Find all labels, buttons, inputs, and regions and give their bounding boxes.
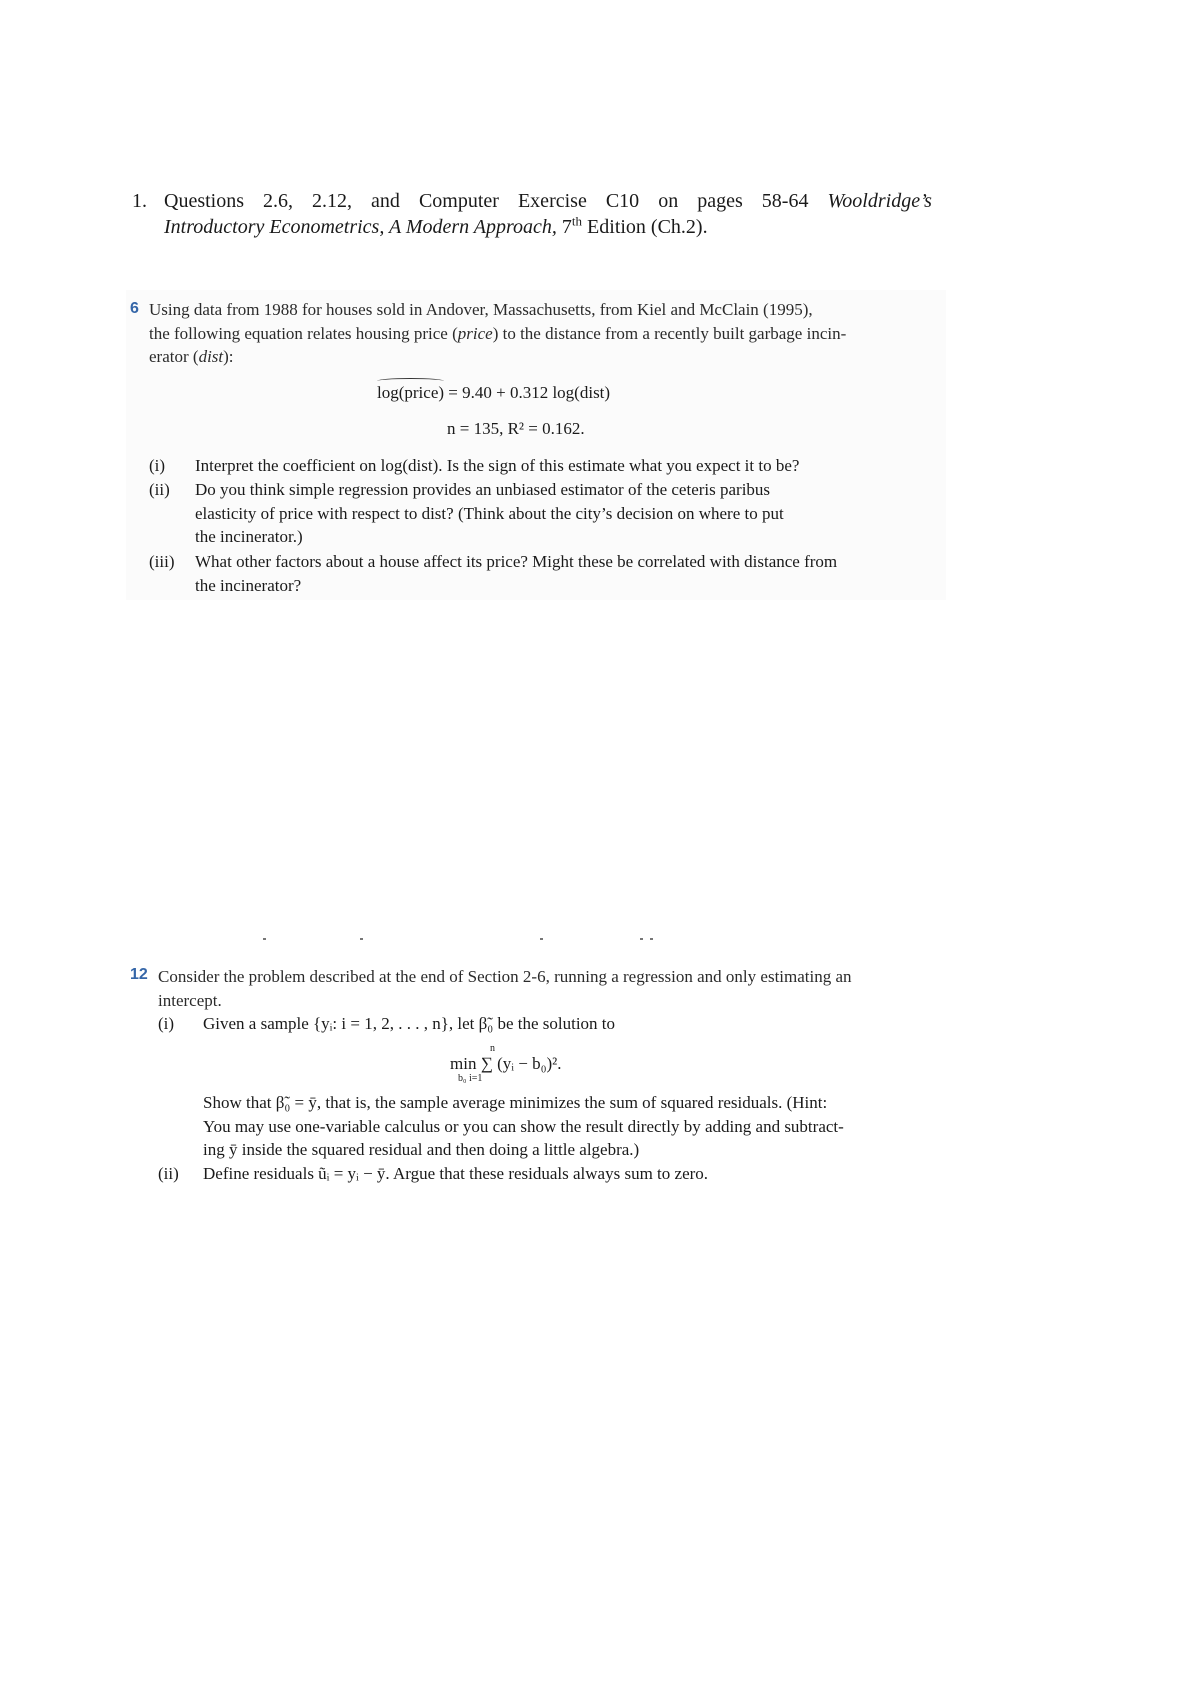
assignment-word: pages [697, 190, 743, 212]
question-number: 12 [130, 966, 148, 983]
part-label: (ii) [158, 1164, 179, 1183]
question-12-part [158, 1012, 938, 1036]
question-12-intro-line: Consider the problem described at the end of Section 2-6, running a regression and only estimating an [158, 967, 852, 986]
question-6-part [149, 478, 929, 549]
question-12-intro-line: intercept. [158, 990, 222, 1010]
assignment-word: 2.12, [312, 190, 353, 212]
assignment-word: Computer [418, 190, 499, 212]
assignment-word: C10 [605, 190, 640, 212]
question-6-intro-line: Using data from 1988 for houses sold in Andover, Massachusetts, from Kiel and McClain (1995), [149, 300, 813, 319]
question-6-intro [149, 298, 929, 369]
part-label: (i) [158, 1014, 175, 1033]
part-text: Interpret the coefficient on log(dist). Is the sign of this estimate what you expect it to be? [195, 456, 800, 475]
part-label: (iii) [149, 552, 175, 571]
sum-upper-limit: n [490, 1043, 495, 1054]
equation-lhs: log(price) [377, 383, 445, 402]
variable-price: price [457, 323, 493, 343]
assignment-item [132, 188, 932, 240]
sum-lower-limit: b₀ i=1 [458, 1073, 483, 1084]
text-span: erator ( [149, 347, 199, 366]
edition-rest: Edition (Ch.2). [587, 216, 708, 238]
part-text: What other factors about a house affect its price? Might these be correlated with distance from [195, 552, 838, 571]
question-6-part [149, 454, 929, 478]
text-span: ): [223, 347, 234, 366]
min-expression: min ∑ (yᵢ − b₀)². [450, 1054, 562, 1073]
assignment-word: Exercise [517, 190, 587, 212]
assignment-word: and [371, 190, 400, 212]
assignment-line-2 [164, 214, 932, 240]
book-author: Wooldridge’s [827, 190, 932, 212]
scan-artifact [260, 938, 660, 942]
question-6-intro-line [149, 345, 929, 369]
regression-equation [377, 383, 610, 403]
question-12-show [203, 1091, 923, 1162]
book-title: Introductory Econometrics, A Modern Approach, [164, 216, 557, 238]
part-text: Given a sample {yᵢ: i = 1, 2, . . . , n}, let β̃₀ be the solution to [203, 1014, 616, 1033]
assignment-line-1 [164, 188, 932, 214]
question-number: 6 [130, 300, 139, 317]
part-label: (i) [149, 456, 166, 475]
part-text: the incinerator? [195, 575, 302, 595]
regression-stats: n = 135, R² = 0.162. [447, 419, 585, 438]
part-text: the incinerator.) [195, 527, 303, 546]
equation-rhs: = 9.40 + 0.312 log(dist) [448, 383, 611, 402]
question-6-part [149, 550, 929, 597]
assignment-word: on [658, 190, 679, 212]
variable-dist: dist [198, 347, 224, 366]
question-12-part [158, 1162, 938, 1186]
edition-suffix: th [571, 213, 583, 229]
part-text: Show that β̃₀ = ȳ, that is, the sample average minimizes the sum of squared residuals. (Hint: [203, 1093, 828, 1112]
part-text: Do you think simple regression provides an unbiased estimator of the ceteris paribus [195, 480, 771, 499]
part-text: ing ȳ inside the squared residual and then doing a little algebra.) [203, 1140, 640, 1159]
question-6-intro-line [149, 322, 929, 346]
edition-number: 7 [561, 216, 572, 238]
text-span: the following equation relates housing price ( [149, 323, 458, 343]
part-text: Define residuals ũᵢ = yᵢ − ȳ. Argue that these residuals always sum to zero. [203, 1164, 709, 1183]
part-text: elasticity of price with respect to dist? (Think about the city’s decision on where to put [195, 503, 784, 523]
minimization-equation [450, 1044, 562, 1084]
question-12-intro [158, 965, 938, 1012]
part-text: You may use one-variable calculus or you can show the result directly by adding and subtract- [203, 1116, 844, 1136]
part-label: (ii) [149, 480, 170, 499]
assignment-number: 1. [132, 190, 147, 212]
assignment-word: 58-64 [761, 190, 809, 212]
text-span: ) to the distance from a recently built garbage incin- [492, 323, 847, 343]
assignment-word: 2.6, [263, 190, 294, 212]
assignment-word: Questions [164, 190, 244, 212]
